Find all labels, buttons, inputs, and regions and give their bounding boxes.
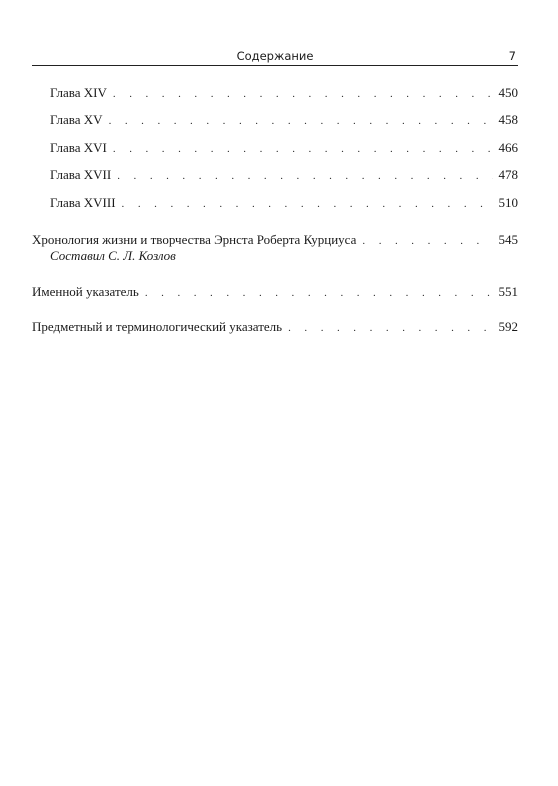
toc-entry-page: 450 <box>498 85 518 100</box>
toc-entry-byline: Составил С. Л. Козлов <box>50 248 176 263</box>
dot-leader <box>122 196 493 213</box>
toc-entry-page: 510 <box>498 195 518 210</box>
toc-entry-page: 466 <box>498 140 518 155</box>
toc-entry-title: Глава XVI <box>50 139 113 156</box>
dot-leader <box>117 168 492 185</box>
toc-entry-title: Глава XVII <box>50 166 117 183</box>
toc-entry-subject-index[interactable] <box>32 318 518 337</box>
dot-leader <box>113 141 493 158</box>
toc-entry-name-index[interactable] <box>32 283 518 302</box>
toc-entry-page: 545 <box>498 232 518 247</box>
dot-leader <box>362 233 492 250</box>
toc-entry-chapter-14[interactable] <box>50 84 518 103</box>
page-number: 7 <box>508 49 516 63</box>
toc-entry-page: 592 <box>498 319 518 334</box>
toc-entry-title: Глава XVIII <box>50 194 122 211</box>
dot-leader <box>113 86 493 103</box>
toc-entry-page: 551 <box>498 284 518 299</box>
toc-entry-title: Хронология жизни и творчества Эрнста Роберта Курциуса <box>32 231 362 248</box>
dot-leader <box>145 285 493 302</box>
toc-entry-title: Именной указатель <box>32 283 145 300</box>
running-header-title: Содержание <box>236 49 314 63</box>
toc-entry-chapter-17[interactable] <box>50 166 518 185</box>
toc-entry-title: Глава XIV <box>50 84 113 101</box>
toc-entry-page: 458 <box>498 112 518 127</box>
dot-leader <box>288 320 492 337</box>
toc-entry-title: Глава XV <box>50 111 109 128</box>
toc-entry-chapter-16[interactable] <box>50 139 518 158</box>
running-header <box>32 49 518 66</box>
toc-entry-chapter-18[interactable] <box>50 194 518 213</box>
dot-leader <box>109 113 493 130</box>
toc-entry-chapter-15[interactable] <box>50 111 518 130</box>
toc-entry-page: 478 <box>498 167 518 182</box>
toc-entry-title: Предметный и терминологический указатель <box>32 318 288 335</box>
